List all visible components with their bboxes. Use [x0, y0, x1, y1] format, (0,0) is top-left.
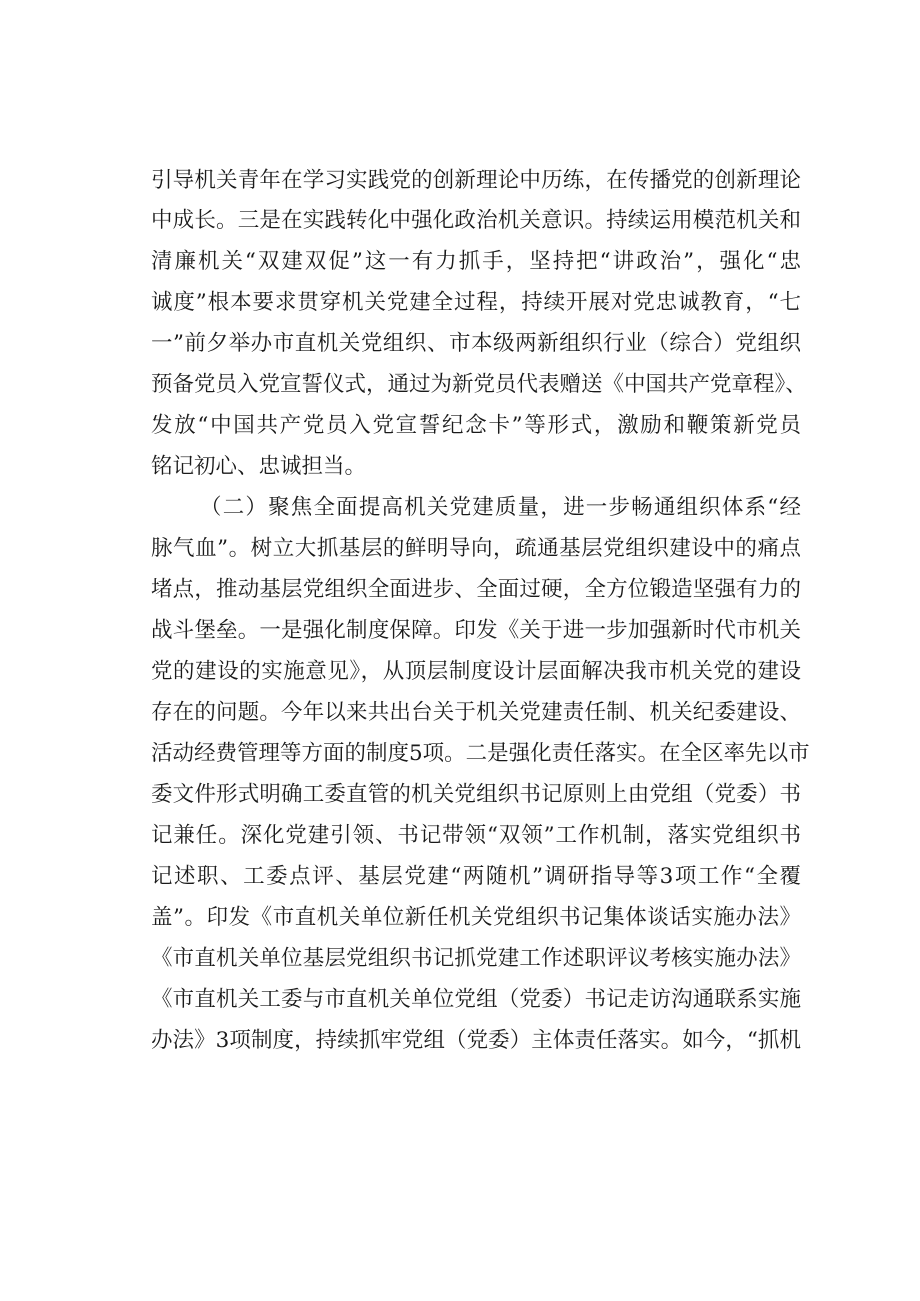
text-line: 发放“中国共产党员入党宣誓纪念卡”等形式，激励和鞭策新党员: [151, 413, 801, 438]
text-line: 堵点，推动基层党组织全面进步、全面过硬，全方位锻造坚强有力的: [151, 577, 801, 602]
text-line: 记述职、工委点评、基层党建“两随机”调研指导等3项工作“全覆: [151, 864, 801, 889]
text-line: 战斗堡垒。一是强化制度保障。印发《关于进一步加强新时代市机关: [151, 618, 801, 643]
text-line: 党的建设的实施意见》，从顶层制度设计层面解决我市机关党的建设: [151, 659, 801, 684]
text-line: 盖”。印发《市直机关单位新任机关党组织书记集体谈话实施办法》: [151, 905, 801, 930]
text-line: 《市直机关单位基层党组织书记抓党建工作述职评议考核实施办法》: [151, 946, 801, 971]
text-line: 记兼任。深化党建引领、书记带领“双领”工作机制，落实党组织书: [151, 823, 801, 848]
text-line: 清廉机关“双建双促”这一有力抓手，坚持把“讲政治”，强化“忠: [151, 249, 801, 274]
text-line: 预备党员入党宣誓仪式，通过为新党员代表赠送《中国共产党章程》、: [151, 372, 807, 397]
text-line: 脉气血”。树立大抓基层的鲜明导向，疏通基层党组织建设中的痛点: [151, 536, 801, 561]
text-line: 委文件形式明确工委直管的机关党组织书记原则上由党组（党委）书: [151, 782, 801, 807]
text-line: 办法》3项制度，持续抓牢党组（党委）主体责任落实。如今，“抓机: [151, 1028, 801, 1053]
text-line: 铭记初心、忠诚担当。: [151, 454, 367, 479]
text-line: 引导机关青年在学习实践党的创新理论中历练，在传播党的创新理论: [151, 168, 801, 193]
text-line: 存在的问题。今年以来共出台关于机关党建责任制、机关纪委建设、: [151, 700, 801, 725]
text-line: 活动经费管理等方面的制度5项。二是强化责任落实。在全区率先以市: [151, 741, 810, 766]
text-line: 《市直机关工委与市直机关单位党组（党委）书记走访沟通联系实施: [151, 987, 801, 1012]
text-line: 中成长。三是在实践转化中强化政治机关意识。持续运用模范机关和: [151, 208, 801, 233]
section-heading-line: （二）聚焦全面提高机关党建质量，进一步畅通组织体系“经: [200, 495, 801, 520]
text-line: 一”前夕举办市直机关党组织、市本级两新组织行业（综合）党组织: [151, 331, 801, 356]
text-line: 诚度”根本要求贯穿机关党建全过程，持续开展对党忠诚教育，“七: [151, 290, 801, 315]
